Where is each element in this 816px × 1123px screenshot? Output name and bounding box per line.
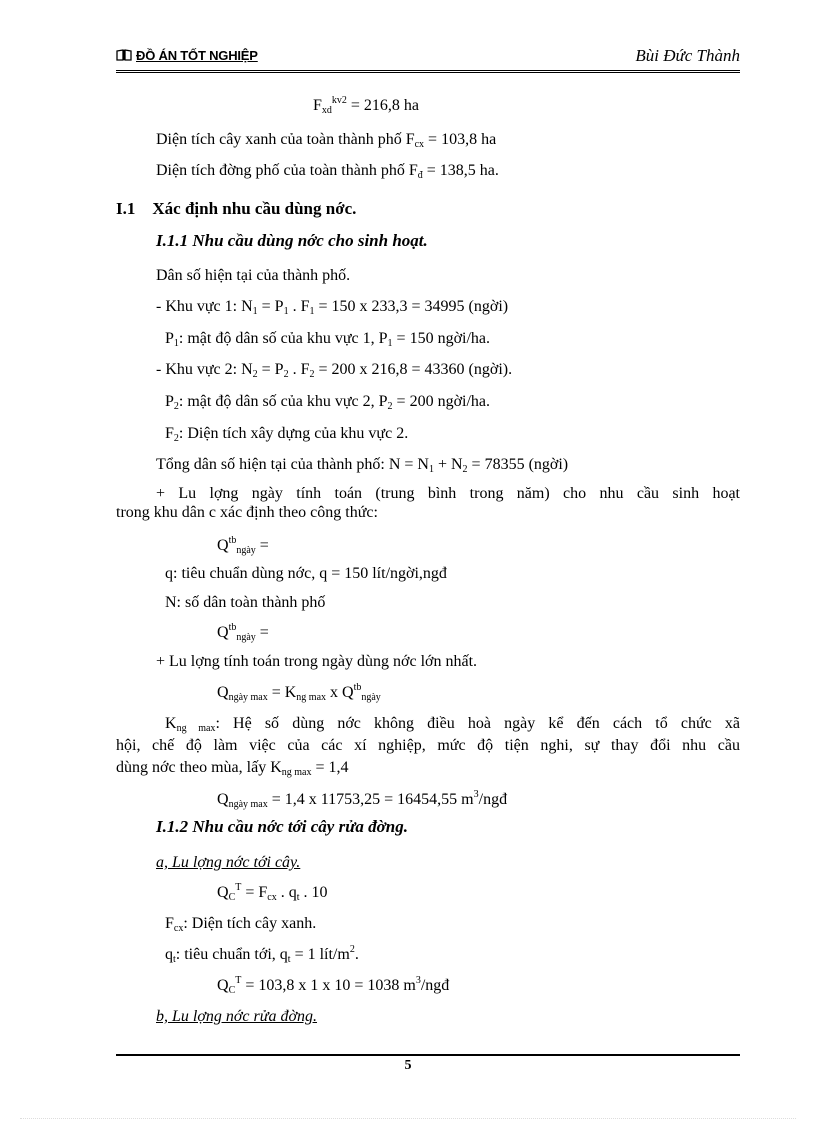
text-fcx: Diện tích cây xanh của toàn thành phố $F_{cx} = 103,8$ ha [156, 131, 497, 150]
para-lu2: + Lu lợng tính toán trong ngày dùng nớc lớn nhất. [156, 653, 478, 670]
text-q-def: q: tiêu chuẩn dùng nớc, q = 150 lít/ngời,ngđ [165, 565, 447, 582]
bottom-dotted-divider [20, 1118, 796, 1119]
header-left-text: ĐỒ ÁN TỐT NGHIỆP [136, 48, 258, 63]
header-thesis-title [116, 48, 258, 63]
page-number: 5 [404, 1058, 412, 1073]
formula-qct-2: $Q_C^T = 103,8$ x 1 x 10 = 1038 $m^3$/ngđ [217, 975, 450, 996]
text-population: Dân số hiện tại của thành phố. [156, 267, 351, 284]
section-heading [116, 199, 356, 219]
text-fd: Diện tích đờng phố của toàn thành phố $F_đ = 138,5$ ha. [156, 162, 499, 181]
section-number: I.1 [116, 199, 136, 218]
para-kng-line2: hội, chế độ làm việc của các xí nghiệp, mức độ tiện nghi, sự thay đổi nhu cầu [116, 737, 740, 754]
text-kv1: - Khu vực 1: $N_1 = P_1$ . $F_1 = 150$ x 233,3 = 34995 (ngời) [156, 298, 509, 317]
para-kng-line3: dùng nớc theo mùa, lấy $K_{ng max} = 1,4$ [116, 759, 349, 778]
para-lu1-line2: trong khu dân c xác định theo công thức: [116, 504, 378, 521]
text-p2-def: $P_2$: mật độ dân số của khu vực 2, $P_2 = 200$ ngời/ha. [165, 393, 491, 412]
formula-qtb-2: $Q^{tb}_{ngày}$ = [217, 622, 269, 643]
text-f2-def: $F_2$: Diện tích xây dựng của khu vực 2. [165, 425, 409, 444]
text-total-population: Tổng dân số hiện tại của thành phố: $N = N_1 + N_2 = 78355$ (ngời) [156, 456, 569, 475]
formula-qmax-1: $Q_{ngày max} = K_{ng max}$ x $Q^{tb}_{ngày}$ [217, 682, 381, 703]
text-fcx-def: $F_{cx}$: Diện tích cây xanh. [165, 915, 317, 934]
para-lu1-line1: + Lu lợng ngày tính toán (trung bình trong năm) cho nhu cầu sinh hoạt [156, 485, 740, 502]
formula-qmax-2: $Q_{ngày max} = 1,4$ x 11753,25 = 16454,55 $m^3$/ngđ [217, 789, 508, 810]
text-n-def: N: số dân toàn thành phố [165, 594, 326, 611]
formula-qct-1: $Q_C^T = F_{cx}$ . $q_t$ . 10 [217, 882, 328, 903]
para-kng-line1: $K_{ng max}$: Hệ số dùng nớc không điều hoà ngày kể đến cách tổ chức xã [165, 715, 741, 734]
item-b-heading: b, Lu lợng nớc rửa đờng. [156, 1008, 318, 1025]
formula-qtb-1: $Q^{tb}_{ngày}$ = [217, 535, 269, 556]
formula-fxd: $F_{xd}^{kv2} = 216,8$ ha [313, 95, 420, 116]
text-kv2: - Khu vực 2: $N_2 = P_2$ . $F_2 = 200$ x 216,8 = 43360 (ngời). [156, 361, 513, 380]
text-qt-def: $q_t$: tiêu chuẩn tới, $q_t = 1$ lít/$m^2$. [165, 944, 359, 965]
header-author: Bùi Đức Thành [635, 46, 740, 65]
text-p1-def: $P_1$: mật độ dân số của khu vực 1, $P_1 = 150$ ngời/ha. [165, 330, 491, 349]
item-a-heading: a, Lu lợng nớc tới cây. [156, 854, 301, 871]
page-header [116, 46, 740, 73]
section-title: Xác định nhu cầu dùng nớc. [152, 199, 357, 218]
book-icon [116, 49, 132, 61]
subsection-heading-2: I.1.2 Nhu cầu nớc tới cây rửa đờng. [156, 817, 408, 836]
subsection-heading-1: I.1.1 Nhu cầu dùng nớc cho sinh hoạt. [156, 231, 428, 250]
footer-rule [116, 1054, 740, 1056]
